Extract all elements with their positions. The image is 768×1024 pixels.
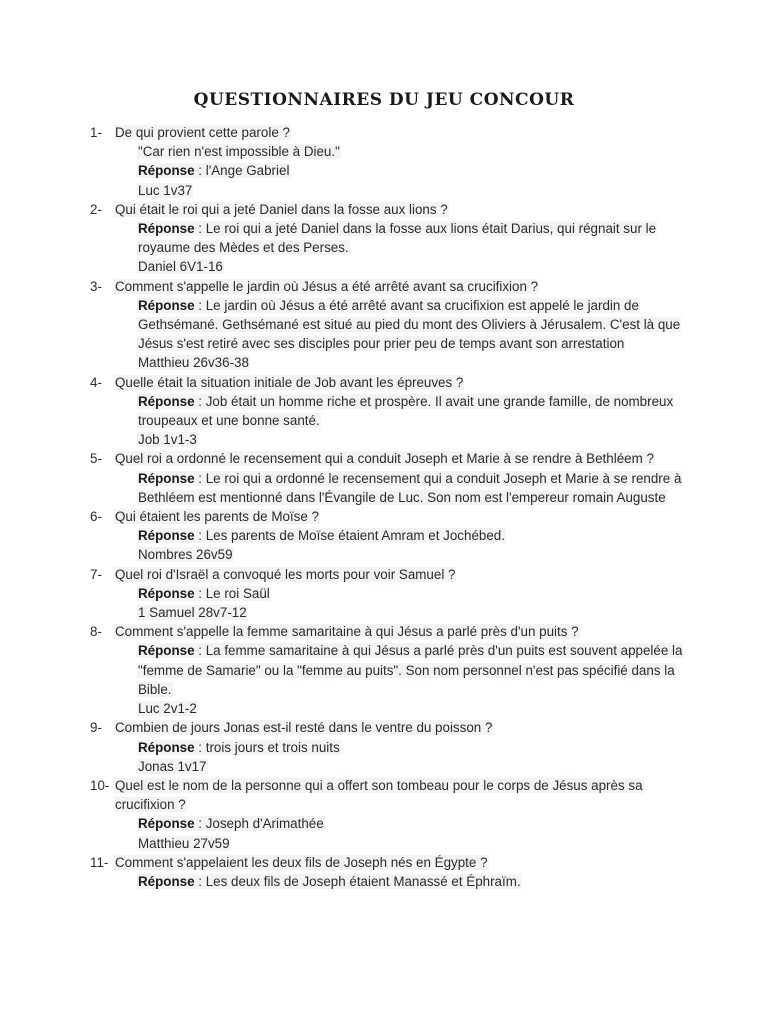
question-number: 4- [90, 374, 102, 390]
question-number: 9- [90, 720, 102, 736]
question-item-8 [90, 622, 690, 718]
answer-text: Réponse : Le roi Saül [138, 585, 270, 601]
answer-text: Réponse : Les deux fils de Joseph étaient Manassé et Éphraïm. [138, 873, 521, 889]
answer-label: Réponse [138, 643, 195, 659]
page-title: QUESTIONNAIRES DU JEU CONCOUR [193, 90, 575, 110]
question-text: Comment s'appelle la femme samaritaine à qui Jésus a parlé près d'un puits ? [115, 624, 579, 640]
question-text: Quel roi d'Israël a convoqué les morts pour voir Samuel ? [115, 566, 456, 582]
question-text: Quel roi a ordonné le recensement qui a conduit Joseph et Marie à se rendre à Bethléem ? [115, 451, 654, 467]
answer-text: Réponse : Le jardin où Jésus a été arrêté avant sa crucifixion est appelé le jardin de Gethsémané. Gethsémané est situé au pied du mont des Oliviers à Jérusalem. C'est là que Jésus s'est retiré avec ses disciples pour prier peu de temps avant son arrestation [138, 297, 681, 352]
question-item-10 [90, 776, 690, 853]
question-number: 10- [90, 777, 110, 793]
answer-label: Réponse [138, 528, 195, 544]
answer-label: Réponse [138, 739, 195, 755]
reference-text: Nombres 26v59 [138, 547, 233, 563]
question-text: Quel est le nom de la personne qui a offert son tombeau pour le corps de Jésus après sa crucifixion ? [115, 777, 643, 813]
quote-text: "Car rien n'est impossible à Dieu." [138, 144, 340, 160]
answer-label: Réponse [138, 393, 195, 409]
question-number: 2- [90, 201, 102, 217]
answer-text: Réponse : Le roi qui a jeté Daniel dans la fosse aux lions était Darius, qui régnait sur le royaume des Mèdes et des Perses. [138, 221, 657, 256]
answer-text: Réponse : Joseph d'Arimathée [138, 816, 324, 832]
question-number: 3- [90, 278, 102, 294]
reference-text: Luc 2v1-2 [138, 701, 197, 717]
reference-text: Job 1v1-3 [138, 432, 197, 448]
question-text: De qui provient cette parole ? [115, 125, 290, 140]
question-number: 11- [90, 854, 109, 870]
answer-label: Réponse [138, 816, 195, 832]
reference-text: Luc 1v37 [138, 182, 193, 198]
answer-label: Réponse [138, 873, 195, 889]
question-text: Quelle était la situation initiale de Job avant les épreuves ? [115, 374, 464, 390]
question-text: Qui était le roi qui a jeté Daniel dans la fosse aux lions ? [115, 201, 448, 217]
answer-label: Réponse [138, 221, 195, 237]
answer-label: Réponse [138, 163, 195, 179]
question-item-2 [90, 200, 690, 277]
question-text: Qui étaient les parents de Moïse ? [115, 509, 319, 525]
question-item-7 [90, 565, 690, 623]
question-number: 5- [90, 451, 102, 467]
question-item-9 [90, 718, 690, 776]
question-number: 7- [90, 566, 102, 582]
answer-text: Réponse : trois jours et trois nuits [138, 739, 340, 755]
question-item-11 [90, 853, 690, 891]
question-text: Comment s'appelle le jardin où Jésus a été arrêté avant sa crucifixion ? [115, 278, 539, 294]
answer-text: Réponse : Le roi qui a ordonné le recensement qui a conduit Joseph et Marie à se rendre à Bethléem est mentionné dans l'Évangile de Luc. Son nom est l'empereur romain Auguste [138, 470, 682, 505]
question-number: 8- [90, 624, 102, 640]
answer-text: Réponse : Job était un homme riche et prospère. Il avait une grande famille, de nombreux troupeaux et une bonne santé. [138, 393, 674, 429]
question-item-3 [90, 277, 690, 373]
answer-text: Réponse : La femme samaritaine à qui Jésus a parlé près d'un puits est souvent appelée la "femme de Samarie" ou la "femme au puits". Son nom personnel n'est pas spécifié dans la Bible. [138, 643, 683, 697]
question-list [90, 123, 690, 891]
question-number: 1- [90, 125, 102, 140]
question-text: Comment s'appelaient les deux fils de Joseph nés en Égypte ? [115, 854, 488, 870]
question-item-5 [90, 449, 690, 507]
answer-text: Réponse : l'Ange Gabriel [138, 163, 290, 179]
question-item-1 [90, 123, 690, 200]
question-number: 6- [90, 509, 102, 525]
answer-label: Réponse [138, 470, 195, 486]
reference-text: Matthieu 27v59 [138, 835, 230, 851]
reference-text: Jonas 1v17 [138, 758, 207, 774]
question-item-4 [90, 373, 690, 450]
reference-text: Matthieu 26v36-38 [138, 355, 249, 371]
reference-text: 1 Samuel 28v7-12 [138, 605, 247, 621]
answer-text: Réponse : Les parents de Moïse étaient Amram et Jochébed. [138, 528, 505, 544]
question-item-6 [90, 507, 690, 565]
answer-label: Réponse [138, 585, 195, 601]
reference-text: Daniel 6V1-16 [138, 259, 223, 275]
answer-label: Réponse [138, 297, 195, 313]
question-text: Combien de jours Jonas est-il resté dans le ventre du poisson ? [115, 720, 493, 736]
